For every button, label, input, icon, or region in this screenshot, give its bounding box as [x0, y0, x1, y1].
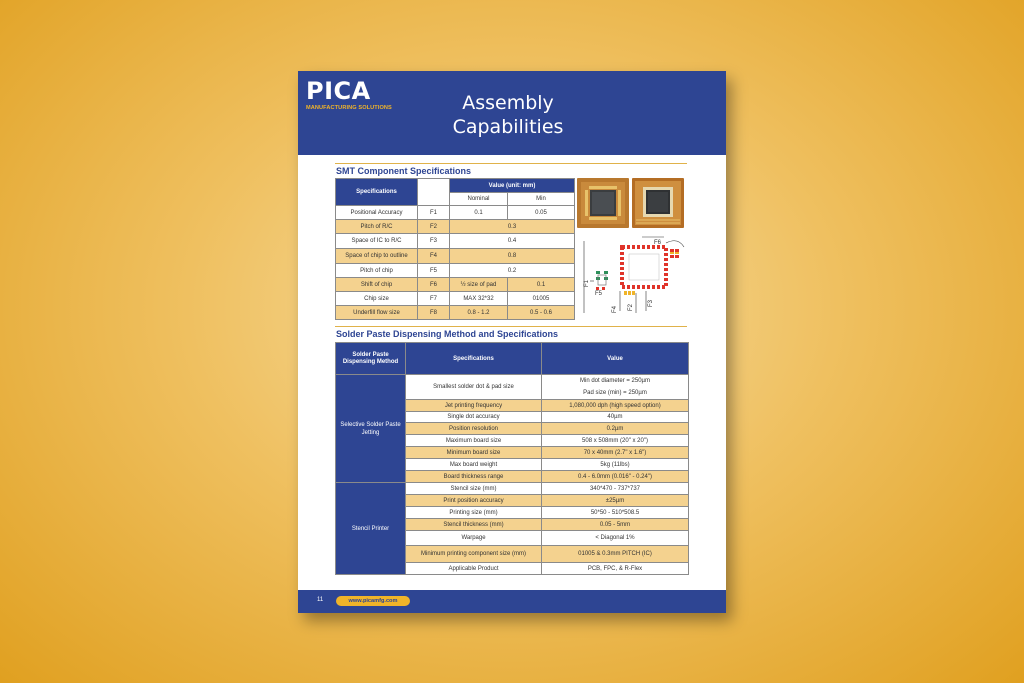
row-value: 50*50 - 510*508.5	[542, 507, 689, 519]
row-spec: Space of IC to R/C	[336, 234, 418, 249]
diagram-label-f2: F2	[628, 303, 634, 311]
title-line-1: Assembly	[462, 92, 554, 114]
row-value: PCB, FPC, & R-Flex	[542, 563, 689, 575]
diagram-label-f1: F1	[584, 279, 590, 287]
row-value: 40µm	[542, 412, 689, 423]
smt-header-code	[418, 179, 450, 206]
row-nominal: ½ size of pad	[450, 278, 508, 292]
table-row	[336, 292, 575, 306]
table-row	[336, 206, 575, 220]
section-rule	[335, 326, 687, 327]
row-value: 0.8	[450, 249, 575, 264]
row-min: 0.5 - 0.6	[508, 306, 575, 320]
row-value	[542, 375, 689, 400]
row-spec: Stencil thickness (mm)	[406, 519, 542, 531]
row-spec: Jet printing frequency	[406, 400, 542, 412]
diagram-label-f6: F6	[654, 240, 662, 246]
row-nominal: 0.8 - 1.2	[450, 306, 508, 320]
row-code: F4	[418, 249, 450, 264]
table-row	[336, 234, 575, 249]
row-value: 0.05 - 5mm	[542, 519, 689, 531]
row-value-line-2: Pad size (min) = 250µm	[583, 390, 647, 396]
page-number: 11	[317, 597, 324, 603]
chip-photo-2	[632, 178, 684, 228]
row-spec: Maximum board size	[406, 435, 542, 447]
smt-layout-diagram	[580, 231, 688, 319]
row-spec: Minimum printing component size (mm)	[406, 546, 542, 563]
row-spec: Shift of chip	[336, 278, 418, 292]
row-code: F2	[418, 220, 450, 234]
row-min: 0.1	[508, 278, 575, 292]
row-value: 5kg (11lbs)	[542, 459, 689, 471]
row-value: 340*470 - 737*737	[542, 483, 689, 495]
brochure-page	[298, 71, 726, 613]
row-spec: Underfill flow size	[336, 306, 418, 320]
row-spec: Board thickness range	[406, 471, 542, 483]
row-spec: Pitch of R/C	[336, 220, 418, 234]
row-spec: Applicable Product	[406, 563, 542, 575]
table-row	[336, 375, 689, 400]
smt-section-title: SMT Component Specifications	[336, 166, 472, 176]
row-spec: Stencil size (mm)	[406, 483, 542, 495]
row-spec: Position resolution	[406, 423, 542, 435]
pica-logo: PICA	[306, 77, 371, 105]
row-min: 0.05	[508, 206, 575, 220]
page-footer	[298, 590, 726, 613]
method-stencil: Stencil Printer	[336, 483, 406, 575]
table-row	[336, 306, 575, 320]
row-value: 1,080,000 dph (high speed option)	[542, 400, 689, 412]
smt-header-value: Value (unit: mm)	[450, 179, 575, 193]
row-value-line-1: Min dot diameter = 250µm	[580, 378, 650, 384]
website-link[interactable]: www.picamfg.com	[336, 596, 410, 606]
page-header	[298, 71, 726, 155]
row-spec: Smallest solder dot & pad size	[406, 375, 542, 400]
row-value: 70 x 40mm (2.7" x 1.6")	[542, 447, 689, 459]
row-spec: Single dot accuracy	[406, 412, 542, 423]
row-value: 0.2µm	[542, 423, 689, 435]
row-spec: Warpage	[406, 531, 542, 546]
row-code: F8	[418, 306, 450, 320]
row-value: 01005 & 0.3mm PITCH (IC)	[542, 546, 689, 563]
row-code: F3	[418, 234, 450, 249]
paste-header-value: Value	[542, 343, 689, 375]
row-min: 01005	[508, 292, 575, 306]
diagram-label-f5: F5	[595, 291, 603, 297]
paste-header-spec: Specifications	[406, 343, 542, 375]
smt-header-nominal: Nominal	[450, 193, 508, 206]
table-row	[336, 264, 575, 278]
row-value: ±25µm	[542, 495, 689, 507]
smt-header-min: Min	[508, 193, 575, 206]
row-value: < Diagonal 1%	[542, 531, 689, 546]
row-spec: Minimum board size	[406, 447, 542, 459]
row-code: F5	[418, 264, 450, 278]
row-spec: Printing size (mm)	[406, 507, 542, 519]
row-value: 508 x 508mm (20" x 20")	[542, 435, 689, 447]
page-title	[408, 91, 608, 139]
chip-photo-1	[577, 178, 629, 228]
row-nominal: MAX 32*32	[450, 292, 508, 306]
row-spec: Positional Accuracy	[336, 206, 418, 220]
logo-tagline: MANUFACTURING SOLUTIONS	[306, 105, 392, 111]
row-spec: Pitch of chip	[336, 264, 418, 278]
table-row	[336, 220, 575, 234]
title-line-2: Capabilities	[452, 116, 564, 138]
diagram-label-f4: F4	[612, 305, 618, 313]
row-code: F7	[418, 292, 450, 306]
method-jetting: Selective Solder Paste Jetting	[336, 375, 406, 483]
row-value: 0.2	[450, 264, 575, 278]
table-row	[336, 278, 575, 292]
table-row	[336, 483, 689, 495]
row-value: 0.4 - 6.0mm (0.016" - 0.24")	[542, 471, 689, 483]
row-code: F6	[418, 278, 450, 292]
row-spec: Space of chip to outline	[336, 249, 418, 264]
row-spec: Chip size	[336, 292, 418, 306]
diagram-label-f3: F3	[648, 299, 654, 307]
row-value: 0.3	[450, 220, 575, 234]
row-spec: Print position accuracy	[406, 495, 542, 507]
row-spec: Max board weight	[406, 459, 542, 471]
paste-spec-table	[335, 342, 689, 575]
section-rule	[335, 163, 687, 164]
paste-section-title: Solder Paste Dispensing Method and Specifications	[336, 329, 559, 339]
row-code: F1	[418, 206, 450, 220]
row-value: 0.4	[450, 234, 575, 249]
smt-spec-table	[335, 178, 575, 320]
smt-header-spec: Specifications	[336, 179, 418, 206]
paste-header-method: Solder Paste Dispensing Method	[336, 343, 406, 375]
row-nominal: 0.1	[450, 206, 508, 220]
table-row	[336, 249, 575, 264]
